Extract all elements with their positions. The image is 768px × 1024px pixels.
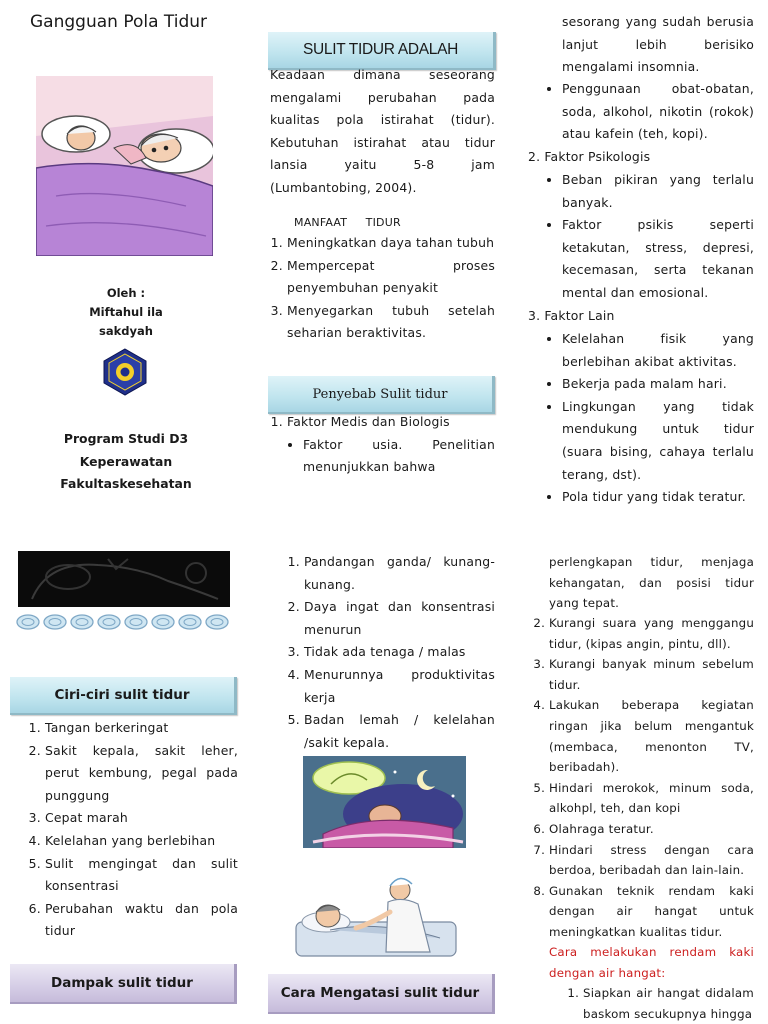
author-label: Oleh :	[106, 286, 146, 300]
cause-other-bullet: • Kelelahan fisik yang berlebihan akibat aktivitas.	[562, 328, 754, 373]
program-block	[36, 428, 216, 496]
symptom-item: 2. Sakit kepala, sakit leher, perut kembung, pegal pada punggung	[45, 740, 238, 808]
solution-item: 3. Kurangi banyak minum sebelum tidur.	[549, 654, 754, 695]
cause-other-bullet: • Pola tidur yang tidak teratur.	[562, 486, 754, 509]
author-name-line2: sakdyah	[99, 324, 153, 338]
nurse-patient-illustration	[290, 872, 470, 960]
cause-medical-bullet: • Faktor usia. Penelitian menunjukkan bahwa	[303, 434, 495, 479]
cause-other-bullet: • Lingkungan yang tidak mendukung untuk tidur (suara bising, cahaya terlalu terang, dst).	[562, 396, 754, 486]
symptom-item: 3. Cepat marah	[45, 807, 238, 830]
symptoms-list	[28, 717, 238, 943]
cause-psychological-bullet: • Beban pikiran yang terlalu banyak.	[562, 169, 754, 214]
soak-steps-list	[566, 983, 754, 1024]
cause-psychological-title: 2. Faktor Psikologis	[528, 149, 651, 164]
symptoms-heading-banner	[10, 677, 237, 715]
benefit-heading: MANFAAT TIDUR	[294, 216, 401, 229]
program-line1: Program Studi D3	[63, 431, 189, 446]
author-block	[36, 284, 216, 341]
symptom-item: 1. Tangan berkeringat	[45, 717, 238, 740]
solution-item: 7. Hindari stress dengan cara berdoa, beribadah dan lain-lain.	[549, 840, 754, 881]
dark-banner-image	[18, 551, 230, 607]
benefit-item: 2. Mempercepat proses penyembuhan penyakit	[287, 255, 495, 300]
benefit-list	[270, 232, 495, 345]
solution-list	[531, 613, 754, 943]
cause-other-title: 3. Faktor Lain	[528, 308, 615, 323]
university-logo	[100, 347, 150, 397]
cause-heading: Penyebab Sulit tidur	[312, 386, 448, 402]
brochure-title: Gangguan Pola Tidur	[30, 12, 208, 32]
cause-medical-bullet-continued: sesorang yang sudah berusia lanjut lebih berisiko mengalami insomnia.	[562, 14, 754, 75]
cause-item-medical	[287, 411, 495, 479]
cause-medical-bullets-continued	[544, 78, 754, 146]
impact-item: 5. Badan lemah / kelelahan /sakit kepala.	[304, 709, 495, 754]
program-line3: Fakultaskesehatan	[60, 476, 192, 492]
solution-item: 2. Kurangi suara yang menggangu tidur, (kipas angin, pintu, dll).	[549, 613, 754, 654]
symptom-item: 6. Perubahan waktu dan pola tidur	[45, 898, 238, 943]
impact-list	[286, 551, 495, 754]
impact-item: 2. Daya ingat dan konsentrasi menurun	[304, 596, 495, 641]
program-line2: Keperawatan	[79, 453, 173, 469]
impact-heading: Dampak sulit tidur	[51, 975, 193, 991]
solution-item-continued: perlengkapan tidur, menjaga kehangatan, dan posisi tidur yang tepat.	[549, 555, 754, 611]
author-name-line1: Miftahul ila	[89, 305, 163, 319]
solution-item: 6. Olahraga teratur.	[549, 819, 754, 840]
symptom-item: 5. Sulit mengingat dan sulit konsentrasi	[45, 853, 238, 898]
impact-item: 3. Tidak ada tenaga / malas	[304, 641, 495, 664]
solution-item: 5. Hindari merokok, minum soda, alkohpl, teh, dan kopi	[549, 778, 754, 819]
definition-text: Keadaan dimana seseorang mengalami perubahan pada kualitas pola istirahat (tidur). Kebutuhan istirahat atau tidur lansia yaitu 5-8 jam (Lumbantobing, 2004).	[270, 67, 495, 195]
impact-item: 1. Pandangan ganda/ kunang-kunang.	[304, 551, 495, 596]
solution-heading-banner	[268, 974, 495, 1014]
cause-other-bullets	[544, 328, 754, 509]
cause-list-medical	[270, 411, 495, 479]
soak-step-item: 1. Siapkan air hangat didalam baskom secukupnya hingga	[583, 983, 754, 1024]
impact-item: 4. Menurunnya produktivitas kerja	[304, 664, 495, 709]
cause-other-bullet: • Bekerja pada malam hari.	[562, 373, 754, 396]
cause-medical-bullets	[285, 434, 495, 479]
cause-medical-bullet: • Penggunaan obat-obatan, soda, alkohol, nikotin (rokok) atau kafein (teh, kopi).	[562, 78, 754, 146]
cause-medical-title: Faktor Medis dan Biologis	[287, 414, 450, 429]
night-dream-illustration	[303, 756, 466, 848]
decorative-oval-row	[16, 613, 236, 631]
definition-heading: SULIT TIDUR ADALAH	[302, 41, 459, 58]
symptom-item: 4. Kelelahan yang berlebihan	[45, 830, 238, 853]
solution-heading: Cara Mengatasi sulit tidur	[280, 985, 480, 1001]
cause-psychological-bullets	[544, 169, 754, 305]
cover-illustration-sleepless-couple	[36, 76, 213, 256]
benefit-item: 3. Menyegarkan tubuh setelah seharian beraktivitas.	[287, 300, 495, 345]
benefit-item: 1. Meningkatkan daya tahan tubuh	[287, 232, 495, 255]
symptoms-heading: Ciri-ciri sulit tidur	[54, 687, 190, 703]
cause-psychological-bullet: • Faktor psikis seperti ketakutan, stress, depresi, kecemasan, serta tekanan mental dan emosional.	[562, 214, 754, 304]
cause-heading-banner	[268, 376, 495, 414]
soak-heading: Cara melakukan rendam kaki dengan air hangat:	[549, 945, 754, 980]
impact-heading-banner	[10, 964, 237, 1004]
solution-item: 8. Gunakan teknik rendam kaki dengan air hangat untuk meningkatkan kualitas tidur.	[549, 881, 754, 943]
solution-item: 4. Lakukan beberapa kegiatan ringan jika belum mengantuk (membaca, menonton TV, beribadah).	[549, 695, 754, 777]
